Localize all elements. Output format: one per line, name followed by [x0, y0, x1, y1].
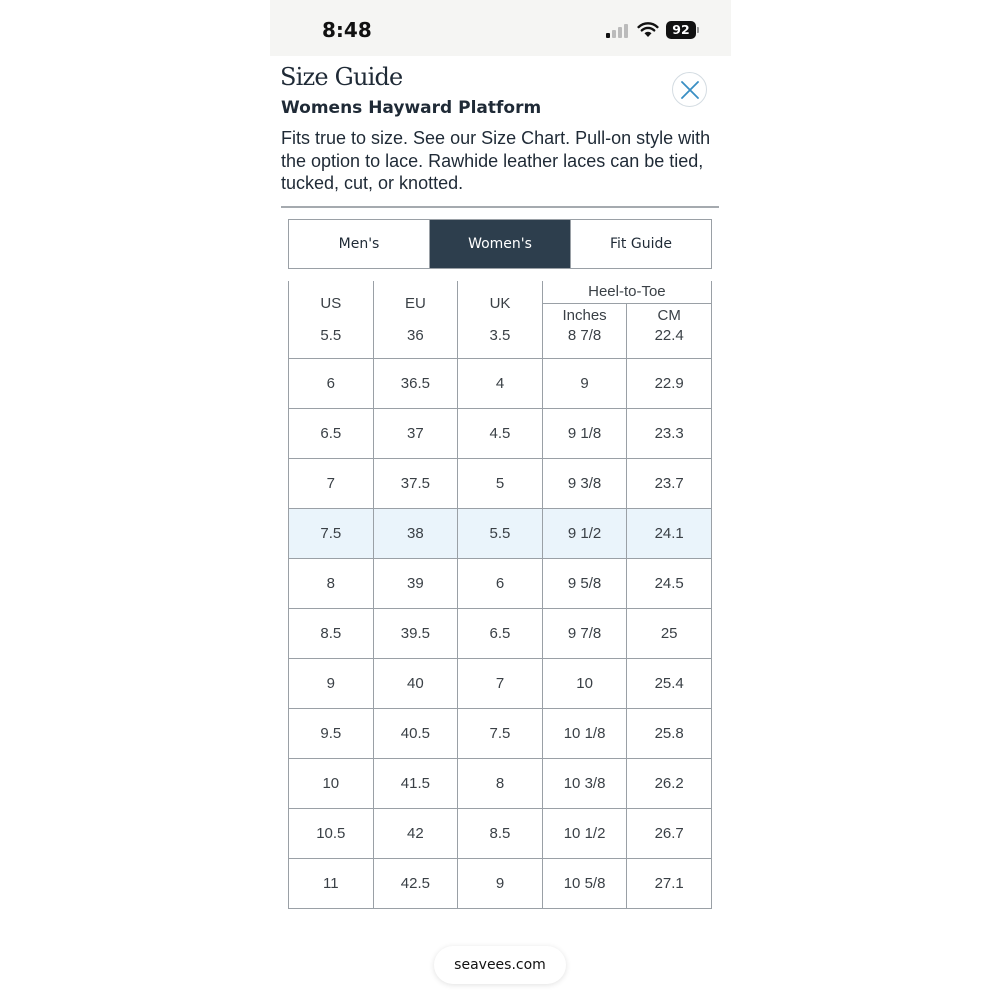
cell-eu: 38 [373, 508, 458, 558]
cell-eu: 39.5 [373, 608, 458, 658]
cell-cm: 27.1 [627, 858, 712, 908]
cell-uk: 6 [458, 558, 543, 608]
cell-cm: 25.8 [627, 708, 712, 758]
cell-eu: 39 [373, 558, 458, 608]
table-row [289, 858, 712, 908]
cell-uk: 5 [458, 458, 543, 508]
table-row [289, 327, 712, 358]
table-row [289, 608, 712, 658]
table-row [289, 808, 712, 858]
cell-inches: 9 1/2 [542, 508, 627, 558]
table-row [289, 408, 712, 458]
cell-eu: 37.5 [373, 458, 458, 508]
size-chart-table [288, 281, 712, 909]
cell-cm: 23.7 [627, 458, 712, 508]
cell-us: 10.5 [289, 808, 374, 858]
cell-inches: 10 1/8 [542, 708, 627, 758]
column-header-uk: UK [458, 281, 543, 327]
cell-us: 6 [289, 358, 374, 408]
cell-uk: 8.5 [458, 808, 543, 858]
cell-inches: 9 7/8 [542, 608, 627, 658]
table-row [289, 758, 712, 808]
page-title: Size Guide [280, 63, 403, 91]
cell-us: 10 [289, 758, 374, 808]
phone-screen [270, 0, 731, 1000]
cell-us: 8 [289, 558, 374, 608]
url-bar[interactable]: seavees.com [434, 946, 566, 984]
cell-cm: 26.2 [627, 758, 712, 808]
cell-cm: 25 [627, 608, 712, 658]
cell-uk: 9 [458, 858, 543, 908]
table-row [289, 358, 712, 408]
cell-eu: 36 [373, 327, 458, 358]
close-button[interactable] [672, 72, 707, 107]
product-name: Womens Hayward Platform [281, 98, 542, 118]
cell-inches: 9 5/8 [542, 558, 627, 608]
cell-inches: 10 5/8 [542, 858, 627, 908]
cell-cm: 25.4 [627, 658, 712, 708]
cell-inches: 8 7/8 [542, 327, 627, 358]
column-header-inches: Inches [542, 303, 627, 327]
cell-cm: 26.7 [627, 808, 712, 858]
cell-us: 6.5 [289, 408, 374, 458]
table-row [289, 508, 712, 558]
cell-inches: 10 1/2 [542, 808, 627, 858]
cell-uk: 4 [458, 358, 543, 408]
cell-uk: 6.5 [458, 608, 543, 658]
cell-inches: 9 [542, 358, 627, 408]
cell-uk: 7.5 [458, 708, 543, 758]
battery-level: 92 [666, 21, 696, 39]
fit-description: Fits true to size. See our Size Chart. Pull-on style with the option to lace. Rawhide leather laces can be tied, tucked, cut, or knotted. [281, 128, 711, 193]
cell-inches: 10 [542, 658, 627, 708]
cell-eu: 42 [373, 808, 458, 858]
cell-cm: 24.5 [627, 558, 712, 608]
table-row [289, 558, 712, 608]
status-time: 8:48 [322, 18, 372, 42]
cell-us: 5.5 [289, 327, 374, 358]
cell-us: 7 [289, 458, 374, 508]
cell-cm: 22.4 [627, 327, 712, 358]
cell-cm: 23.3 [627, 408, 712, 458]
cell-us: 9 [289, 658, 374, 708]
close-icon [681, 81, 699, 99]
table-row [289, 658, 712, 708]
cell-inches: 9 1/8 [542, 408, 627, 458]
cell-uk: 5.5 [458, 508, 543, 558]
table-row [289, 708, 712, 758]
gender-tabs [288, 219, 712, 269]
column-header-us: US [289, 281, 374, 327]
tab-mens[interactable]: Men's [289, 220, 429, 268]
cell-us: 11 [289, 858, 374, 908]
cell-inches: 10 3/8 [542, 758, 627, 808]
cell-eu: 40 [373, 658, 458, 708]
status-bar [270, 0, 731, 56]
cell-inches: 9 3/8 [542, 458, 627, 508]
wifi-icon [637, 21, 659, 38]
cell-us: 7.5 [289, 508, 374, 558]
cell-uk: 8 [458, 758, 543, 808]
cell-eu: 36.5 [373, 358, 458, 408]
cellular-signal-icon [606, 24, 630, 38]
cell-eu: 37 [373, 408, 458, 458]
column-header-cm: CM [627, 303, 712, 327]
cell-cm: 22.9 [627, 358, 712, 408]
table-row [289, 458, 712, 508]
tab-fit-guide[interactable]: Fit Guide [570, 220, 711, 268]
cell-uk: 4.5 [458, 408, 543, 458]
cell-eu: 42.5 [373, 858, 458, 908]
cell-eu: 41.5 [373, 758, 458, 808]
cell-cm: 24.1 [627, 508, 712, 558]
column-header-heel-to-toe: Heel-to-Toe [542, 281, 711, 303]
battery-icon [666, 21, 700, 39]
size-rows [289, 327, 712, 908]
cell-uk: 3.5 [458, 327, 543, 358]
tab-womens[interactable]: Women's [429, 220, 570, 268]
cell-uk: 7 [458, 658, 543, 708]
cell-us: 8.5 [289, 608, 374, 658]
column-header-eu: EU [373, 281, 458, 327]
battery-tip [697, 27, 699, 33]
cell-us: 9.5 [289, 708, 374, 758]
cell-eu: 40.5 [373, 708, 458, 758]
divider [281, 206, 719, 208]
